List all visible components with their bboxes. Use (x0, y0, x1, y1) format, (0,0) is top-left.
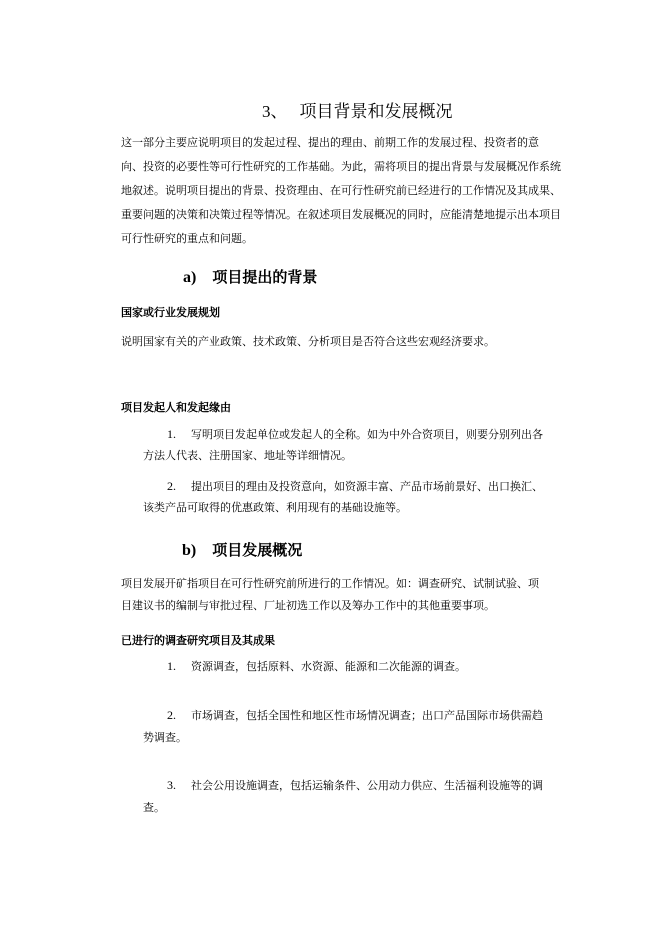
list-item-continuation: 该类产品可取得的优惠政策、利用现有的基础设施等。 (143, 501, 407, 514)
intro-line: 重要问题的决策和决策过程等情况。在叙述项目发展概况的同时，应能清楚地提示出本项目 (121, 208, 561, 221)
section-b-number: b) (182, 542, 197, 559)
list-item (167, 478, 543, 494)
list-item-number: 2. (167, 479, 176, 493)
section-b-title: 项目发展概况 (212, 541, 303, 559)
section-a-heading (183, 266, 317, 287)
subheading-national-plan: 国家或行业发展规划 (121, 306, 220, 319)
list-item-text: 资源调查，包括原料、水资源、能源和二次能源的调查。 (191, 660, 466, 673)
list-item-continuation: 查。 (143, 801, 165, 814)
list-item-text: 市场调查，包括全国性和地区性市场情况调查；出口产品国际市场供需趋 (191, 709, 543, 722)
subheading-surveys: 已进行的调查研究项目及其成果 (121, 634, 275, 647)
list-item-number: 1. (167, 427, 176, 441)
page-title (262, 97, 453, 122)
intro-line: 地叙述。说明项目提出的背景、投资理由、在可行性研究前已经进行的工作情况及其成果、 (121, 184, 561, 197)
list-item (167, 777, 543, 793)
section-b-paragraph-line: 目建议书的编制与审批过程、厂址初选工作以及筹办工作中的其他重要事项。 (121, 599, 495, 612)
section-b-heading (182, 539, 302, 560)
list-item-number: 1. (167, 659, 176, 673)
list-item-text: 提出项目的理由及投资意向，如资源丰富、产品市场前景好、出口换汇、 (191, 480, 543, 493)
intro-line: 这一部分主要应说明项目的发起过程、提出的理由、前期工作的发展过程、投资者的意 (121, 136, 539, 149)
intro-line: 可行性研究的重点和问题。 (121, 232, 253, 245)
intro-line: 向、投资的必要性等可行性研究的工作基础。为此，需将项目的提出背景与发展概况作系统 (121, 160, 561, 173)
title-number: 3、 (262, 102, 288, 121)
intro-paragraph (121, 131, 569, 251)
section-a-title: 项目提出的背景 (212, 268, 318, 286)
national-plan-text: 说明国家有关的产业政策、技术政策、分析项目是否符合这些宏观经济要求。 (121, 335, 495, 348)
section-b-paragraph-line: 项目发展开矿指项目在可行性研究前所进行的工作情况。如：调查研究、试制试验、项 (121, 577, 539, 590)
list-item-text: 社会公用设施调查，包括运输条件、公用动力供应、生活福利设施等的调 (191, 779, 543, 792)
list-item (167, 426, 543, 442)
list-item-continuation: 势调查。 (143, 731, 187, 744)
title-text: 项目背景和发展概况 (299, 102, 453, 122)
list-item-continuation: 方法人代表、注册国家、地址等详细情况。 (143, 449, 352, 462)
list-item (167, 707, 543, 723)
list-item-number: 2. (167, 708, 176, 722)
list-item-text: 写明项目发起单位或发起人的全称。如为中外合资项目，则要分别列出各 (191, 428, 543, 441)
section-a-number: a) (183, 269, 197, 286)
list-item-number: 3. (167, 778, 176, 792)
list-item (167, 658, 466, 674)
subheading-initiator: 项目发起人和发起缘由 (121, 401, 231, 414)
